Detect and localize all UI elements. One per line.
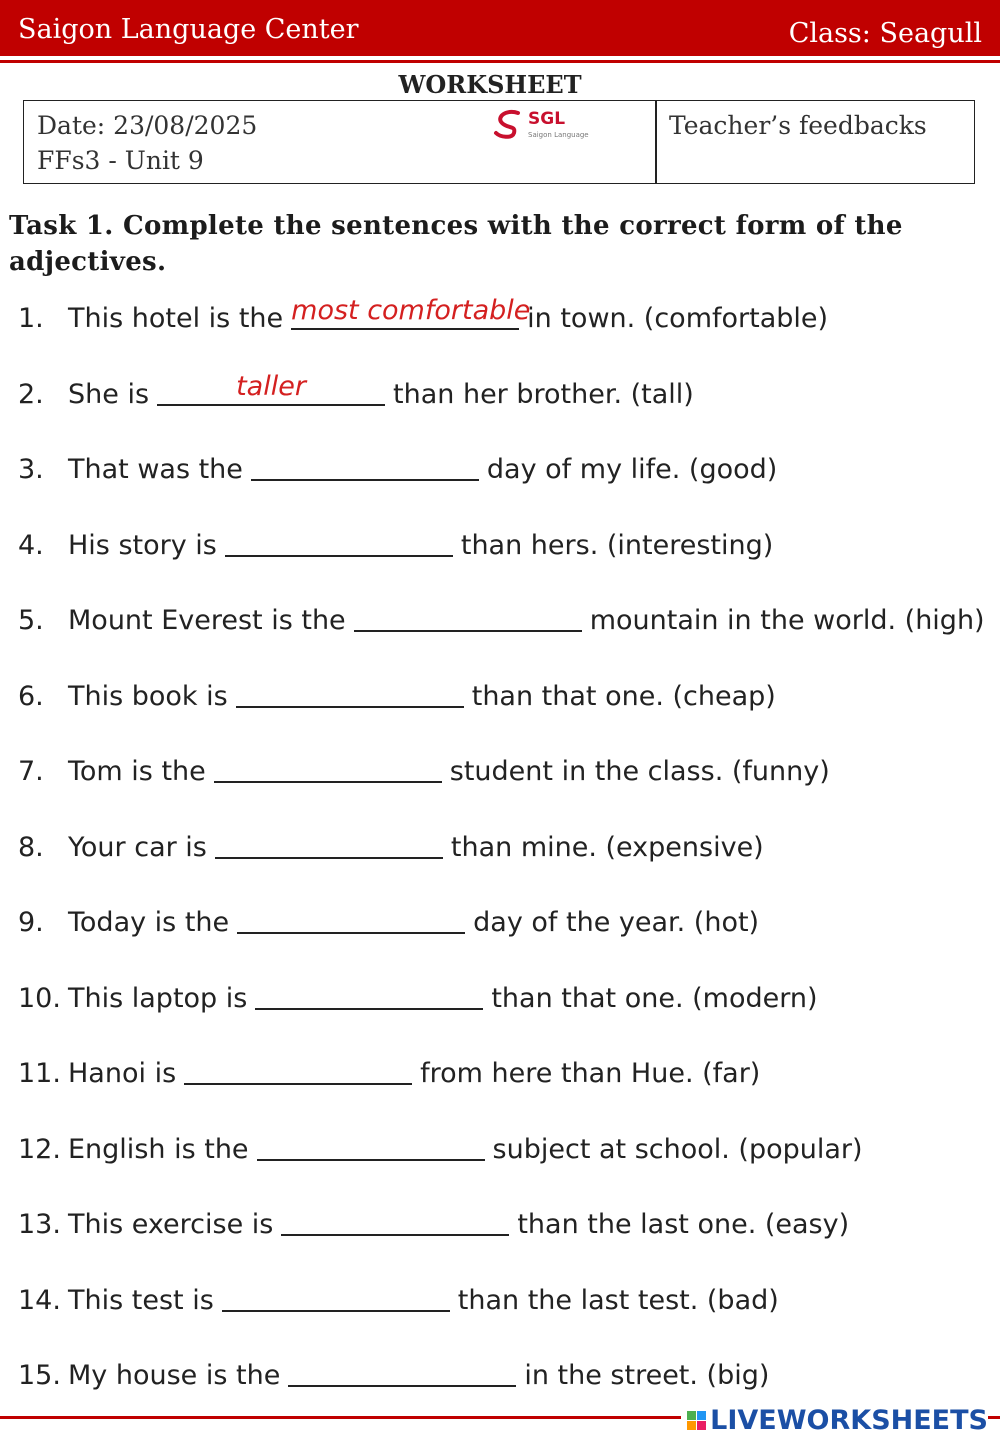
item-number: 3.: [18, 454, 44, 485]
exercise-item: [18, 743, 993, 787]
item-text-after: subject at school. (popular): [492, 1133, 863, 1165]
answer-blank[interactable]: [255, 978, 483, 1010]
item-text-after: in town. (comfortable): [527, 303, 829, 334]
item-number: 2.: [18, 378, 44, 410]
item-number: 10.: [18, 982, 61, 1014]
answer-blank[interactable]: [225, 525, 453, 557]
exercise-item: [18, 366, 993, 410]
answer-blank[interactable]: [237, 902, 465, 934]
item-number: 14.: [18, 1284, 61, 1316]
item-text-before: His story is: [68, 529, 217, 561]
exercise-item: [18, 1347, 993, 1391]
exercise-item: [18, 441, 993, 485]
answer-blank[interactable]: [257, 1129, 485, 1161]
exercise-item: [18, 970, 993, 1014]
item-text-after: than her brother. (tall): [393, 378, 694, 410]
item-text-before: Your car is: [68, 831, 207, 863]
item-text-before: Today is the: [68, 907, 230, 938]
answer-text: most comfortable: [291, 295, 531, 326]
sgl-logo: [492, 107, 592, 143]
item-number: 7.: [18, 756, 44, 787]
exercise-item: [18, 290, 993, 334]
exercise-item: [18, 517, 993, 561]
item-text-before: Hanoi is: [68, 1058, 177, 1089]
item-text-before: Tom is the: [68, 756, 206, 787]
item-text-after: day of the year. (hot): [473, 907, 760, 938]
item-number: 13.: [18, 1209, 61, 1240]
answer-blank[interactable]: [291, 295, 531, 330]
item-text-after: than mine. (expensive): [450, 831, 764, 863]
liveworksheets-icon: [687, 1411, 706, 1430]
item-text-after: than that one. (cheap): [471, 680, 776, 712]
item-text-after: than that one. (modern): [491, 982, 818, 1014]
item-text-before: This test is: [68, 1284, 214, 1316]
item-text-before: This hotel is the: [68, 303, 284, 334]
item-number: 1.: [18, 303, 44, 334]
item-text-before: That was the: [68, 454, 243, 485]
class-label: Class: Seagull: [788, 18, 982, 49]
answer-blank[interactable]: [281, 1204, 509, 1236]
item-number: 4.: [18, 529, 44, 561]
exercise-item: [18, 1121, 993, 1165]
item-number: 9.: [18, 907, 44, 938]
answer-blank[interactable]: [251, 449, 479, 481]
item-text-after: student in the class. (funny): [449, 756, 830, 787]
date-text: Date: 23/08/2025: [37, 111, 258, 140]
exercise-item: [18, 592, 993, 636]
answer-blank[interactable]: [215, 827, 443, 859]
item-number: 15.: [18, 1360, 61, 1391]
liveworksheets-text: LIVEWORKSHEETS: [710, 1404, 988, 1436]
exercise-item: [18, 1045, 993, 1089]
exercise-item: [18, 819, 993, 863]
item-text-before: This laptop is: [68, 982, 248, 1014]
answer-blank[interactable]: [288, 1355, 516, 1387]
item-text-before: This book is: [68, 680, 228, 712]
exercise-item: [18, 1196, 993, 1240]
item-text-before: My house is the: [68, 1360, 281, 1391]
answer-blank[interactable]: [236, 676, 464, 708]
item-text-before: Mount Everest is the: [68, 605, 346, 636]
worksheet-title: WORKSHEET: [398, 70, 582, 99]
item-number: 12.: [18, 1133, 61, 1165]
header-underline: [0, 60, 1000, 63]
header-bar: [0, 0, 1000, 56]
answer-blank[interactable]: [354, 600, 582, 632]
logo-text: SGL: [528, 109, 566, 129]
answer-blank[interactable]: [214, 751, 442, 783]
task-title: Task 1. Complete the sentences with the correct form of the adjectives.: [9, 211, 903, 277]
item-text-after: than the last one. (easy): [517, 1209, 850, 1240]
item-number: 8.: [18, 831, 44, 863]
sgl-swirl-icon: [492, 107, 526, 141]
exercise-item: [18, 1272, 993, 1316]
answer-blank[interactable]: [222, 1280, 450, 1312]
item-text-before: This exercise is: [68, 1209, 274, 1240]
item-text-after: than the last test. (bad): [457, 1284, 779, 1316]
item-text-after: than hers. (interesting): [460, 529, 774, 561]
item-number: 11.: [18, 1058, 61, 1089]
answer-blank[interactable]: [184, 1053, 412, 1085]
item-text-after: in the street. (big): [524, 1360, 770, 1391]
logo-subtext: Saigon Language: [528, 131, 589, 139]
liveworksheets-logo: [681, 1404, 988, 1436]
answer-blank[interactable]: [157, 370, 385, 406]
info-divider: [655, 101, 657, 183]
info-box: [23, 100, 975, 184]
item-number: 6.: [18, 680, 44, 712]
item-text-after: mountain in the world. (high): [589, 605, 985, 636]
item-text-after: from here than Hue. (far): [420, 1058, 761, 1089]
answer-text: taller: [236, 370, 306, 402]
unit-text: FFs3 - Unit 9: [37, 146, 204, 175]
item-number: 5.: [18, 605, 44, 636]
exercise-item: [18, 894, 993, 938]
school-name: Saigon Language Center: [18, 14, 359, 45]
item-text-after: day of my life. (good): [486, 454, 778, 485]
teacher-feedback-label: Teacher’s feedbacks: [669, 111, 927, 140]
item-text-before: English is the: [68, 1133, 249, 1165]
exercise-item: [18, 668, 993, 712]
item-text-before: She is: [68, 378, 150, 410]
